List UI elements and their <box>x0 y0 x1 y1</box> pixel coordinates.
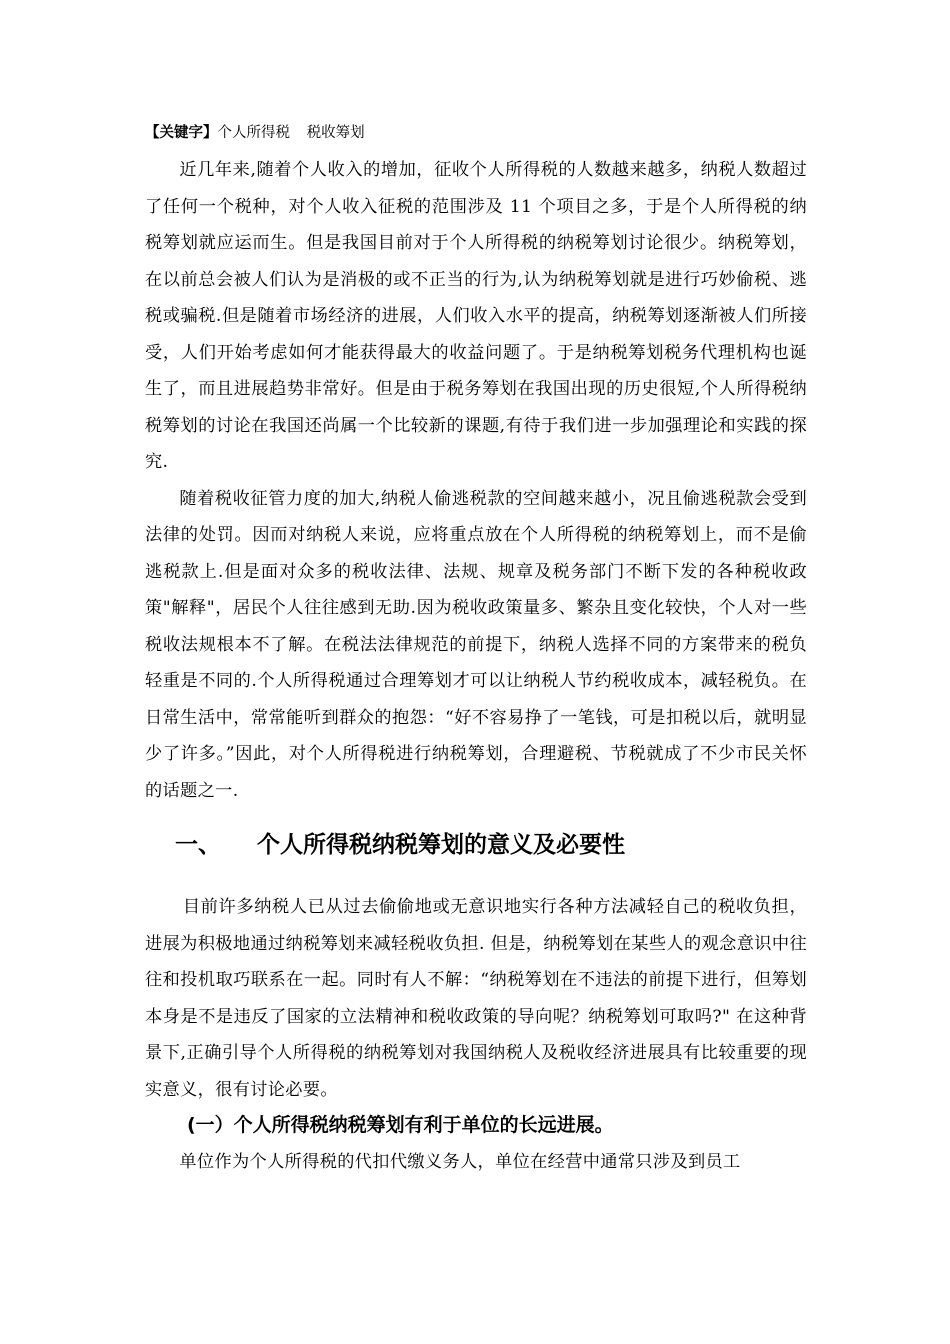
keywords-label: 【关键字】 <box>145 125 218 141</box>
section-number: 一、 <box>175 832 221 858</box>
keywords-value: 个人所得税 税收筹划 <box>217 125 365 141</box>
intro-paragraph-1: 近几年来,随着个人收入的增加，征收个人所得税的人数越来越多，纳税人数超过了任何一个税种，对个人收入征税的范围涉及 11 个项目之多，于是个人所得税的纳税筹划就应运而生。但是我国目前对于个人所得税的纳税筹划讨论很少。纳税筹划，在以前总会被人们认为是消极的或不正当的行为,认为纳税筹划就是进行巧妙偷税、逃税或骗税.但是随着市场经济的进展，人们收入水平的提高，纳税筹划逐渐被人们所接受，人们开始考虑如何才能获得最大的收益问题了。于是纳税筹划税务代理机构也诞生了，而且进展趋势非常好。但是由于税务筹划在我国出现的历史很短,个人所得税纳税筹划的讨论在我国还尚属一个比较新的课题,有待于我们进一步加强理论和实践的探究. <box>145 160 807 472</box>
subsection-heading: (一）个人所得税纳税筹划有利于单位的长远进展。 <box>187 1114 614 1136</box>
document-body <box>145 120 807 1181</box>
intro-paragraph-2: 随着税收征管力度的加大,纳税人偷逃税款的空间越来越小，况且偷逃税款会受到法律的处罚。因而对纳税人来说，应将重点放在个人所得税的纳税筹划上，而不是偷逃税款上.但是面对众多的税收法律、法规、规章及税务部门不断下发的各种税收政策"解释"，居民个人往往感到无助.因为税收政策量多、繁杂且变化较快，个人对一些税收法规根本不了解。在税法法律规范的前提下，纳税人选择不同的方案带来的税负轻重是不同的.个人所得税通过合理筹划才可以让纳税人节约税收成本，减轻税负。在日常生活中，常常能听到群众的抱怨：“好不容易挣了一笔钱，可是扣税以后，就明显少了许多。”因此，对个人所得税进行纳税筹划，合理避税、节税就成了不少市民关怀的话题之一. <box>145 488 807 801</box>
subsection-paragraph: 单位作为个人所得税的代扣代缴义务人，单位在经营中通常只涉及到员工 <box>179 1152 741 1172</box>
section-paragraph: 目前许多纳税人已从过去偷偷地或无意识地实行各种方法减轻自己的税收负担，进展为积极地通过纳税筹划来减轻税收负担. 但是，纳税筹划在某些人的观念意识中往往和投机取巧联系在一起。同时有人不解：“纳税筹划在不违法的前提下进行，但筹划本身是不是违反了国家的立法精神和税收政策的导向呢？纳税筹划可取吗?" 在这种背景下,正确引导个人所得税的纳税筹划对我国纳税人及税收经济进展具有比较重要的现实意义，很有讨论必要。 <box>145 897 807 1100</box>
section-title: 个人所得税纳税筹划的意义及必要性 <box>257 832 625 858</box>
keywords-line <box>145 120 807 146</box>
section-heading <box>175 825 807 865</box>
